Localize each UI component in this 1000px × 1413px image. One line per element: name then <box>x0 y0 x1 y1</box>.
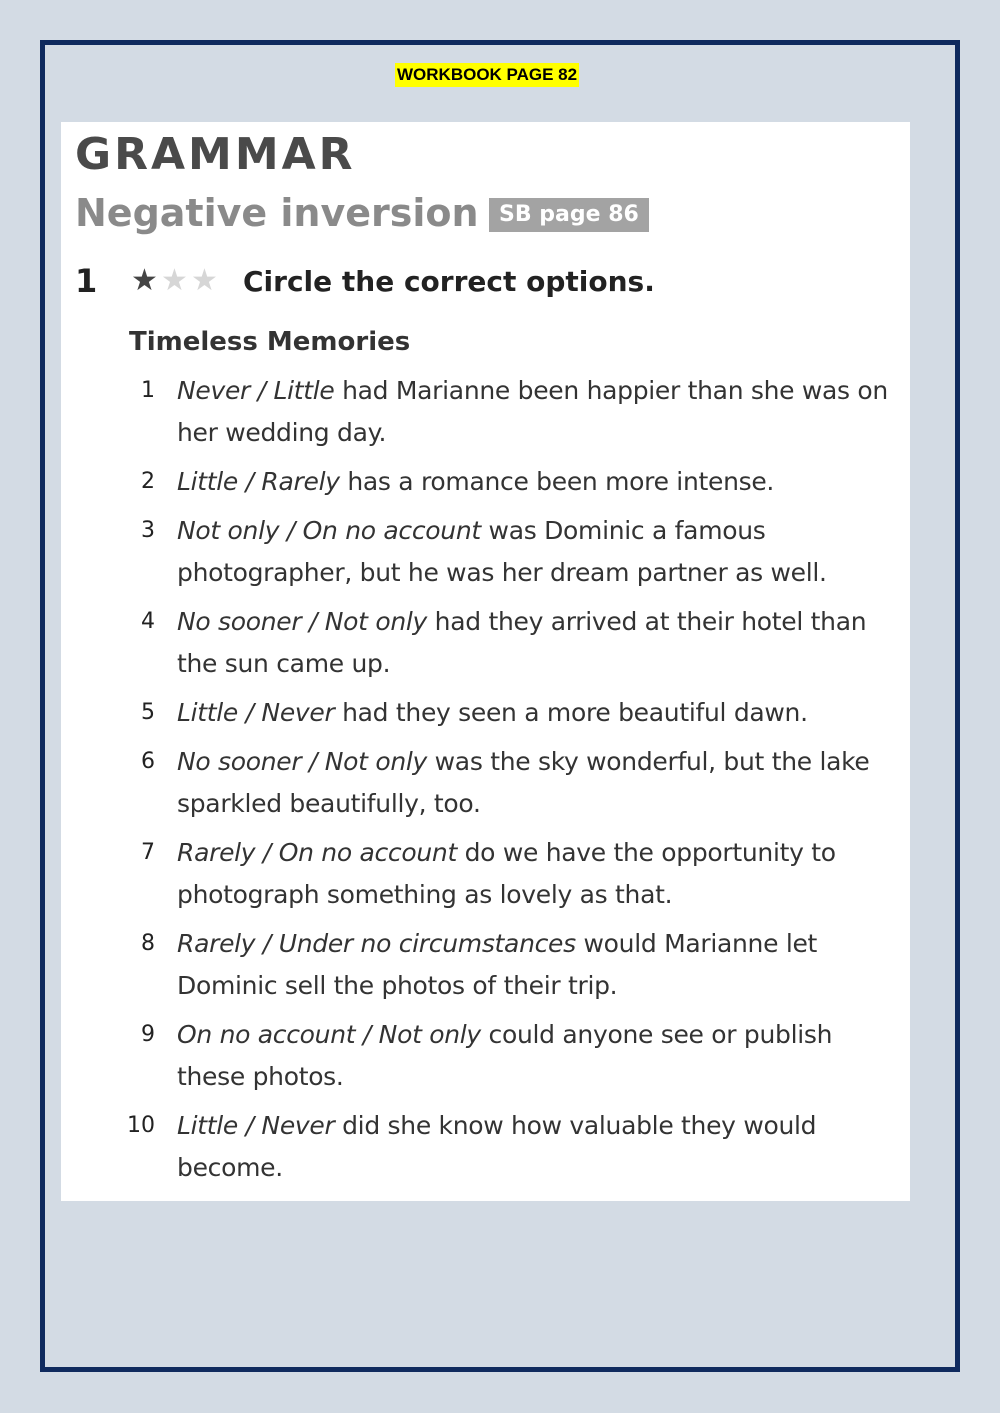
item-options[interactable]: No sooner / Not only <box>177 747 428 776</box>
item-rest: had Marianne been happier than she was on her wedding day. <box>177 376 888 447</box>
item-number: 10 <box>127 1113 155 1138</box>
item-options[interactable]: Never / Little <box>177 376 335 405</box>
item-options[interactable]: Little / Never <box>177 698 335 727</box>
item-rest: was Dominic a famous photographer, but he was her dream partner as well. <box>177 516 827 587</box>
star-icon: ★ <box>161 263 188 298</box>
item-sentence <box>177 923 905 1007</box>
workbook-page-label: WORKBOOK PAGE 82 <box>395 63 579 87</box>
section-title: Negative inversion <box>75 191 479 235</box>
item-sentence <box>177 741 905 825</box>
exercise-item <box>109 832 909 916</box>
exercise-item <box>109 601 909 685</box>
exercise-item <box>109 370 909 454</box>
difficulty-stars <box>131 263 221 298</box>
item-number: 6 <box>141 749 155 774</box>
exercise-header <box>75 258 655 304</box>
item-rest: would Marianne let Dominic sell the photos of their trip. <box>177 929 818 1000</box>
item-rest: had they seen a more beautiful dawn. <box>334 698 808 727</box>
item-options[interactable]: Rarely / Under no circumstances <box>177 929 576 958</box>
exercise-number: 1 <box>75 262 98 300</box>
item-number: 2 <box>141 469 155 494</box>
exercise-item <box>109 923 909 1007</box>
exercise-item <box>109 1105 909 1189</box>
item-number: 3 <box>141 518 155 543</box>
item-options[interactable]: Rarely / On no account <box>177 838 457 867</box>
item-number: 1 <box>141 378 155 403</box>
item-sentence <box>177 1014 905 1098</box>
exercise-item <box>109 692 909 734</box>
item-rest: did she know how valuable they would become. <box>177 1111 817 1182</box>
item-number: 7 <box>141 840 155 865</box>
item-options[interactable]: Little / Never <box>177 1111 335 1140</box>
item-sentence <box>177 510 905 594</box>
item-rest: could anyone see or publish these photos. <box>177 1020 833 1091</box>
item-sentence <box>177 692 905 734</box>
item-options[interactable]: No sooner / Not only <box>177 607 428 636</box>
item-rest: do we have the opportunity to photograph something as lovely as that. <box>177 838 836 909</box>
grammar-heading: GRAMMAR <box>75 129 356 180</box>
item-sentence <box>177 601 905 685</box>
exercise-item <box>109 510 909 594</box>
star-icon: ★ <box>191 263 218 298</box>
item-options[interactable]: Little / Rarely <box>177 467 340 496</box>
sb-page-badge: SB page 86 <box>489 198 649 232</box>
item-number: 9 <box>141 1022 155 1047</box>
item-sentence <box>177 370 905 454</box>
story-title: Timeless Memories <box>129 327 411 357</box>
exercise-item <box>109 461 909 503</box>
exercise-items <box>109 370 909 1196</box>
item-sentence <box>177 1105 905 1189</box>
exercise-instruction: Circle the correct options. <box>243 264 655 298</box>
star-icon: ★ <box>131 263 158 298</box>
item-number: 8 <box>141 931 155 956</box>
item-sentence <box>177 461 905 503</box>
item-options[interactable]: On no account / Not only <box>177 1020 481 1049</box>
item-sentence <box>177 832 905 916</box>
item-number: 4 <box>141 609 155 634</box>
exercise-item <box>109 741 909 825</box>
item-options[interactable]: Not only / On no account <box>177 516 481 545</box>
exercise-item <box>109 1014 909 1098</box>
worksheet-scan <box>61 122 910 1201</box>
item-rest: had they arrived at their hotel than the sun came up. <box>177 607 867 678</box>
item-number: 5 <box>141 700 155 725</box>
item-rest: was the sky wonderful, but the lake sparkled beautifully, too. <box>177 747 870 818</box>
item-rest: has a romance been more intense. <box>339 467 775 496</box>
